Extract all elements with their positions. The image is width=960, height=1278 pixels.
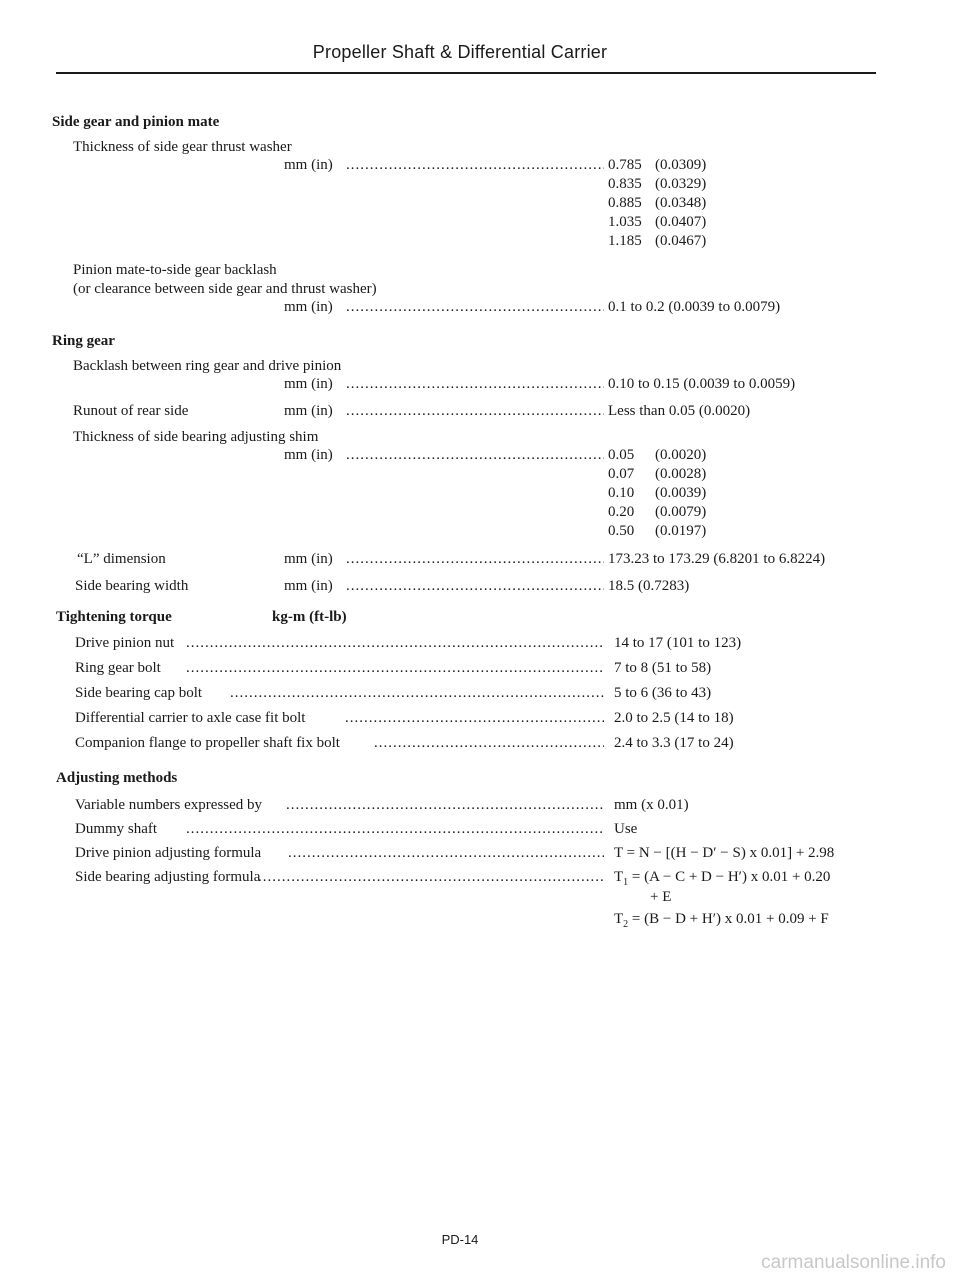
value-in: (0.0020): [655, 447, 707, 463]
value-mm: 1.185: [608, 233, 642, 249]
unit-label: mm (in): [284, 403, 333, 419]
unit-label: mm (in): [284, 299, 333, 315]
value-in: (0.0348): [655, 195, 707, 211]
torque-item-label: Companion flange to propeller shaft fix bolt: [75, 735, 340, 751]
torque-item-label: Side bearing cap bolt: [75, 685, 203, 701]
leader-dots: [230, 684, 604, 702]
adjusting-item-value: mm (x 0.01): [614, 797, 689, 813]
shim-label: Thickness of side bearing adjusting shim: [73, 429, 319, 445]
torque-unit-label: kg-m (ft-lb): [272, 609, 347, 625]
section-heading-ring-gear: Ring gear: [52, 333, 115, 349]
leader-dots: [346, 446, 604, 464]
page-number: PD-14: [441, 1232, 479, 1247]
section-heading-adjusting: Adjusting methods: [56, 770, 178, 786]
torque-item-label: Differential carrier to axle case fit bolt: [75, 710, 306, 726]
adjusting-item-value: T = N − [(H − D′ − S) x 0.01] + 2.98: [614, 845, 835, 861]
leader-dots: [186, 820, 604, 838]
torque-item-value: 7 to 8 (51 to 58): [614, 660, 712, 676]
torque-item-value: 2.0 to 2.5 (14 to 18): [614, 710, 734, 726]
section-heading-torque: Tightening torque: [56, 609, 172, 625]
torque-item-value: 14 to 17 (101 to 123): [614, 635, 742, 651]
leader-dots: [346, 402, 604, 420]
page-title: Propeller Shaft & Differential Carrier: [312, 42, 608, 62]
ring-backlash-label: Backlash between ring gear and drive pinion: [73, 358, 342, 374]
thrust-washer-label: Thickness of side gear thrust washer: [73, 139, 292, 155]
t2-formula: $T_2 = (B - D + H')$ x 0.01 + 0.09 + F: [614, 911, 829, 930]
unit-label: mm (in): [284, 157, 333, 173]
t1-formula-continued: + E: [650, 889, 672, 905]
value-in: (0.0329): [655, 176, 707, 192]
value-mm: 0.20: [608, 504, 635, 520]
value-in: (0.0467): [655, 233, 707, 249]
header-rule: [56, 72, 876, 74]
l-dimension-label: “L” dimension: [77, 551, 166, 567]
section-heading-side-gear: Side gear and pinion mate: [52, 114, 220, 130]
leader-dots: [186, 659, 604, 677]
l-dimension-value: 173.23 to 173.29 (6.8201 to 6.8224): [608, 551, 826, 567]
leader-dots: [374, 734, 604, 752]
bearing-width-label: Side bearing width: [75, 578, 189, 594]
unit-label: mm (in): [284, 376, 333, 392]
value-in: (0.0039): [655, 485, 707, 501]
adjusting-item-label: Side bearing adjusting formula: [75, 869, 261, 885]
torque-item-label: Ring gear bolt: [75, 660, 161, 676]
torque-item-value: 2.4 to 3.3 (17 to 24): [614, 735, 734, 751]
unit-label: mm (in): [284, 551, 333, 567]
torque-item-label: Drive pinion nut: [75, 635, 175, 651]
leader-dots: [346, 550, 604, 568]
watermark: carmanualsonline.info: [761, 1252, 946, 1273]
runout-label: Runout of rear side: [73, 403, 189, 419]
value-mm: 1.035: [608, 214, 642, 230]
value-in: (0.0028): [655, 466, 707, 482]
backlash-label-1: Pinion mate-to-side gear backlash: [73, 262, 277, 278]
value-mm: 0.05: [608, 447, 635, 463]
value-in: (0.0197): [655, 523, 707, 539]
value-mm: 0.10: [608, 485, 635, 501]
backlash-label-2: (or clearance between side gear and thrust washer): [73, 281, 377, 297]
value-mm: 0.835: [608, 176, 642, 192]
bearing-width-value: 18.5 (0.7283): [608, 578, 690, 594]
adjusting-item-value: Use: [614, 821, 638, 837]
value-in: (0.0407): [655, 214, 707, 230]
adjusting-item-label: Drive pinion adjusting formula: [75, 845, 262, 861]
t1-formula: $T_1 = (A - C + D - H')$ x 0.01 + 0.20: [614, 869, 831, 888]
adjusting-item-label: Dummy shaft: [75, 821, 158, 837]
leader-dots: [346, 375, 604, 393]
value-mm: 0.885: [608, 195, 642, 211]
value-mm: 0.07: [608, 466, 635, 482]
torque-item-value: 5 to 6 (36 to 43): [614, 685, 712, 701]
leader-dots: [346, 577, 604, 595]
value-in: (0.0079): [655, 504, 707, 520]
leader-dots: [346, 298, 604, 316]
leader-dots: [345, 709, 604, 727]
runout-value: Less than 0.05 (0.0020): [608, 403, 751, 419]
leader-dots: [258, 868, 604, 886]
value-mm: 0.50: [608, 523, 635, 539]
leader-dots: [286, 796, 604, 814]
leader-dots: [288, 844, 604, 862]
value-in: (0.0309): [655, 157, 707, 173]
leader-dots: [186, 634, 604, 652]
unit-label: mm (in): [284, 447, 333, 463]
ring-backlash-value: 0.10 to 0.15 (0.0039 to 0.0059): [608, 376, 796, 392]
pinion-backlash-value: 0.1 to 0.2 (0.0039 to 0.0079): [608, 299, 781, 315]
value-mm: 0.785: [608, 157, 642, 173]
adjusting-item-label: Variable numbers expressed by: [75, 797, 263, 813]
leader-dots: [346, 156, 604, 174]
unit-label: mm (in): [284, 578, 333, 594]
